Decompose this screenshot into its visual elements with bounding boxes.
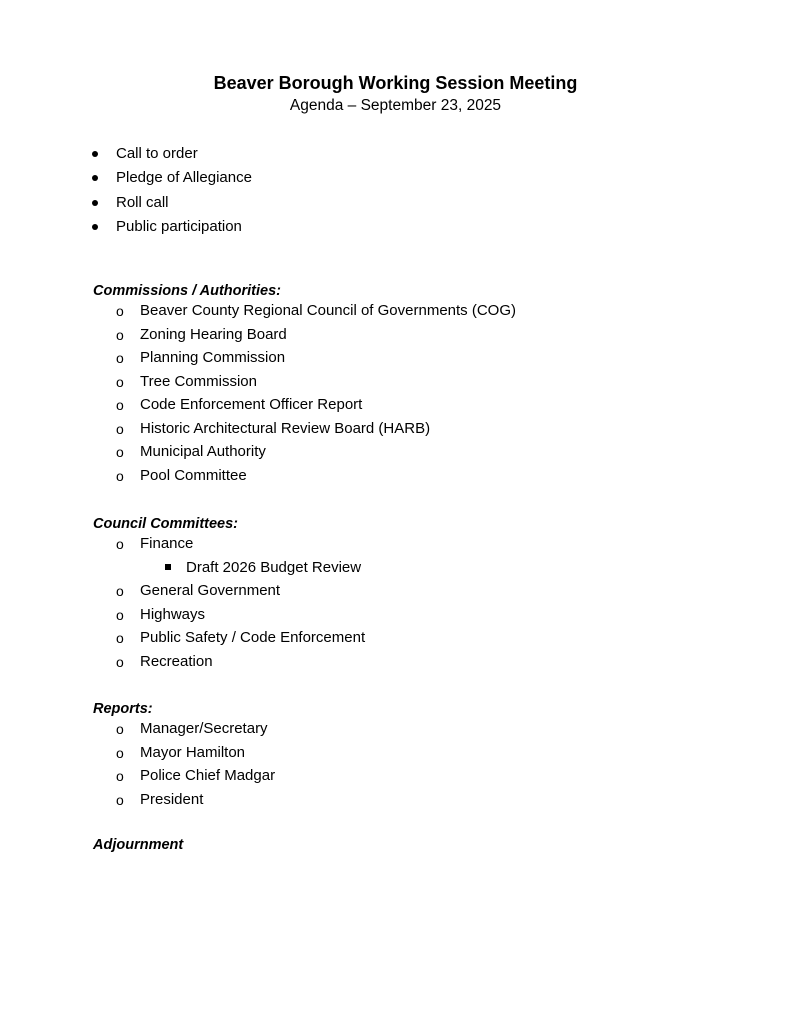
commissions-heading: Commissions / Authorities: bbox=[93, 283, 281, 299]
circle-bullet-icon: o bbox=[116, 326, 124, 343]
list-item-label: Call to order bbox=[116, 145, 198, 162]
circle-bullet-icon: o bbox=[116, 303, 124, 319]
list-item bbox=[0, 743, 275, 767]
reports-list bbox=[0, 719, 275, 813]
circle-bullet-icon: o bbox=[116, 420, 124, 437]
square-bullet-icon bbox=[165, 564, 171, 570]
list-item bbox=[0, 652, 365, 676]
list-item bbox=[0, 558, 365, 582]
list-item bbox=[0, 466, 516, 490]
list-item-label: Mayor Hamilton bbox=[140, 743, 246, 761]
commissions-list bbox=[0, 301, 516, 489]
list-item-label: Municipal Authority bbox=[140, 443, 266, 460]
page-subtitle: Agenda – September 23, 2025 bbox=[289, 97, 502, 114]
bullet-icon bbox=[92, 151, 98, 157]
bullet-icon bbox=[92, 175, 98, 181]
list-item bbox=[0, 143, 252, 167]
list-item bbox=[0, 395, 516, 419]
list-item-label: Pledge of Allegiance bbox=[116, 169, 252, 187]
circle-bullet-icon: o bbox=[116, 721, 124, 737]
list-item bbox=[0, 605, 365, 629]
list-item-label: Police Chief Madgar bbox=[140, 767, 276, 784]
list-item-label: Manager/Secretary bbox=[140, 720, 268, 737]
list-item bbox=[0, 419, 516, 443]
circle-bullet-icon: o bbox=[116, 653, 124, 670]
bullet-icon bbox=[92, 200, 98, 206]
list-item bbox=[0, 167, 252, 191]
circle-bullet-icon: o bbox=[116, 583, 124, 599]
list-item-label: Pool Committee bbox=[140, 466, 247, 484]
circle-bullet-icon: o bbox=[116, 467, 124, 484]
list-item bbox=[0, 628, 365, 652]
list-item-label: President bbox=[140, 790, 204, 808]
list-item-label: Public Safety / Code Enforcement bbox=[140, 629, 366, 646]
list-item bbox=[0, 719, 275, 743]
circle-bullet-icon: o bbox=[116, 397, 124, 413]
list-item-label: Zoning Hearing Board bbox=[140, 325, 287, 343]
circle-bullet-icon: o bbox=[116, 606, 124, 623]
list-item-label: Code Enforcement Officer Report bbox=[140, 396, 363, 413]
list-item bbox=[0, 581, 365, 605]
list-item-label: Tree Commission bbox=[140, 372, 257, 390]
list-item-label: Highways bbox=[140, 605, 206, 623]
list-item-label: Historic Architectural Review Board (HARB) bbox=[140, 419, 431, 437]
list-item bbox=[0, 301, 516, 325]
council-committees-list bbox=[0, 534, 365, 675]
opening-items-list bbox=[0, 143, 252, 240]
adjournment-heading: Adjournment bbox=[93, 837, 184, 853]
list-item bbox=[0, 325, 516, 349]
bullet-icon bbox=[92, 224, 98, 230]
list-item bbox=[0, 766, 275, 790]
circle-bullet-icon: o bbox=[116, 768, 124, 784]
circle-bullet-icon: o bbox=[116, 536, 124, 552]
list-item bbox=[0, 216, 252, 240]
circle-bullet-icon: o bbox=[116, 630, 124, 646]
circle-bullet-icon: o bbox=[116, 373, 124, 390]
circle-bullet-icon: o bbox=[116, 444, 124, 460]
list-item-label: Recreation bbox=[140, 652, 213, 670]
list-item bbox=[0, 534, 365, 558]
list-item-label: Beaver County Regional Council of Governments (COG) bbox=[140, 302, 516, 319]
list-item-label: Planning Commission bbox=[140, 349, 286, 366]
list-item bbox=[0, 790, 275, 814]
list-item-label: Roll call bbox=[116, 193, 169, 211]
list-item-label: Public participation bbox=[116, 217, 242, 235]
page-title: Beaver Borough Working Session Meeting bbox=[213, 73, 578, 93]
list-item bbox=[0, 192, 252, 216]
circle-bullet-icon: o bbox=[116, 350, 124, 366]
reports-heading: Reports: bbox=[93, 701, 153, 717]
circle-bullet-icon: o bbox=[116, 791, 124, 808]
list-item bbox=[0, 348, 516, 372]
list-item-label: Draft 2026 Budget Review bbox=[186, 558, 362, 576]
list-item-label: Finance bbox=[140, 535, 194, 552]
council-committees-heading: Council Committees: bbox=[93, 516, 239, 532]
list-item bbox=[0, 442, 516, 466]
list-item-label: General Government bbox=[140, 582, 281, 599]
circle-bullet-icon: o bbox=[116, 744, 124, 761]
list-item bbox=[0, 372, 516, 396]
